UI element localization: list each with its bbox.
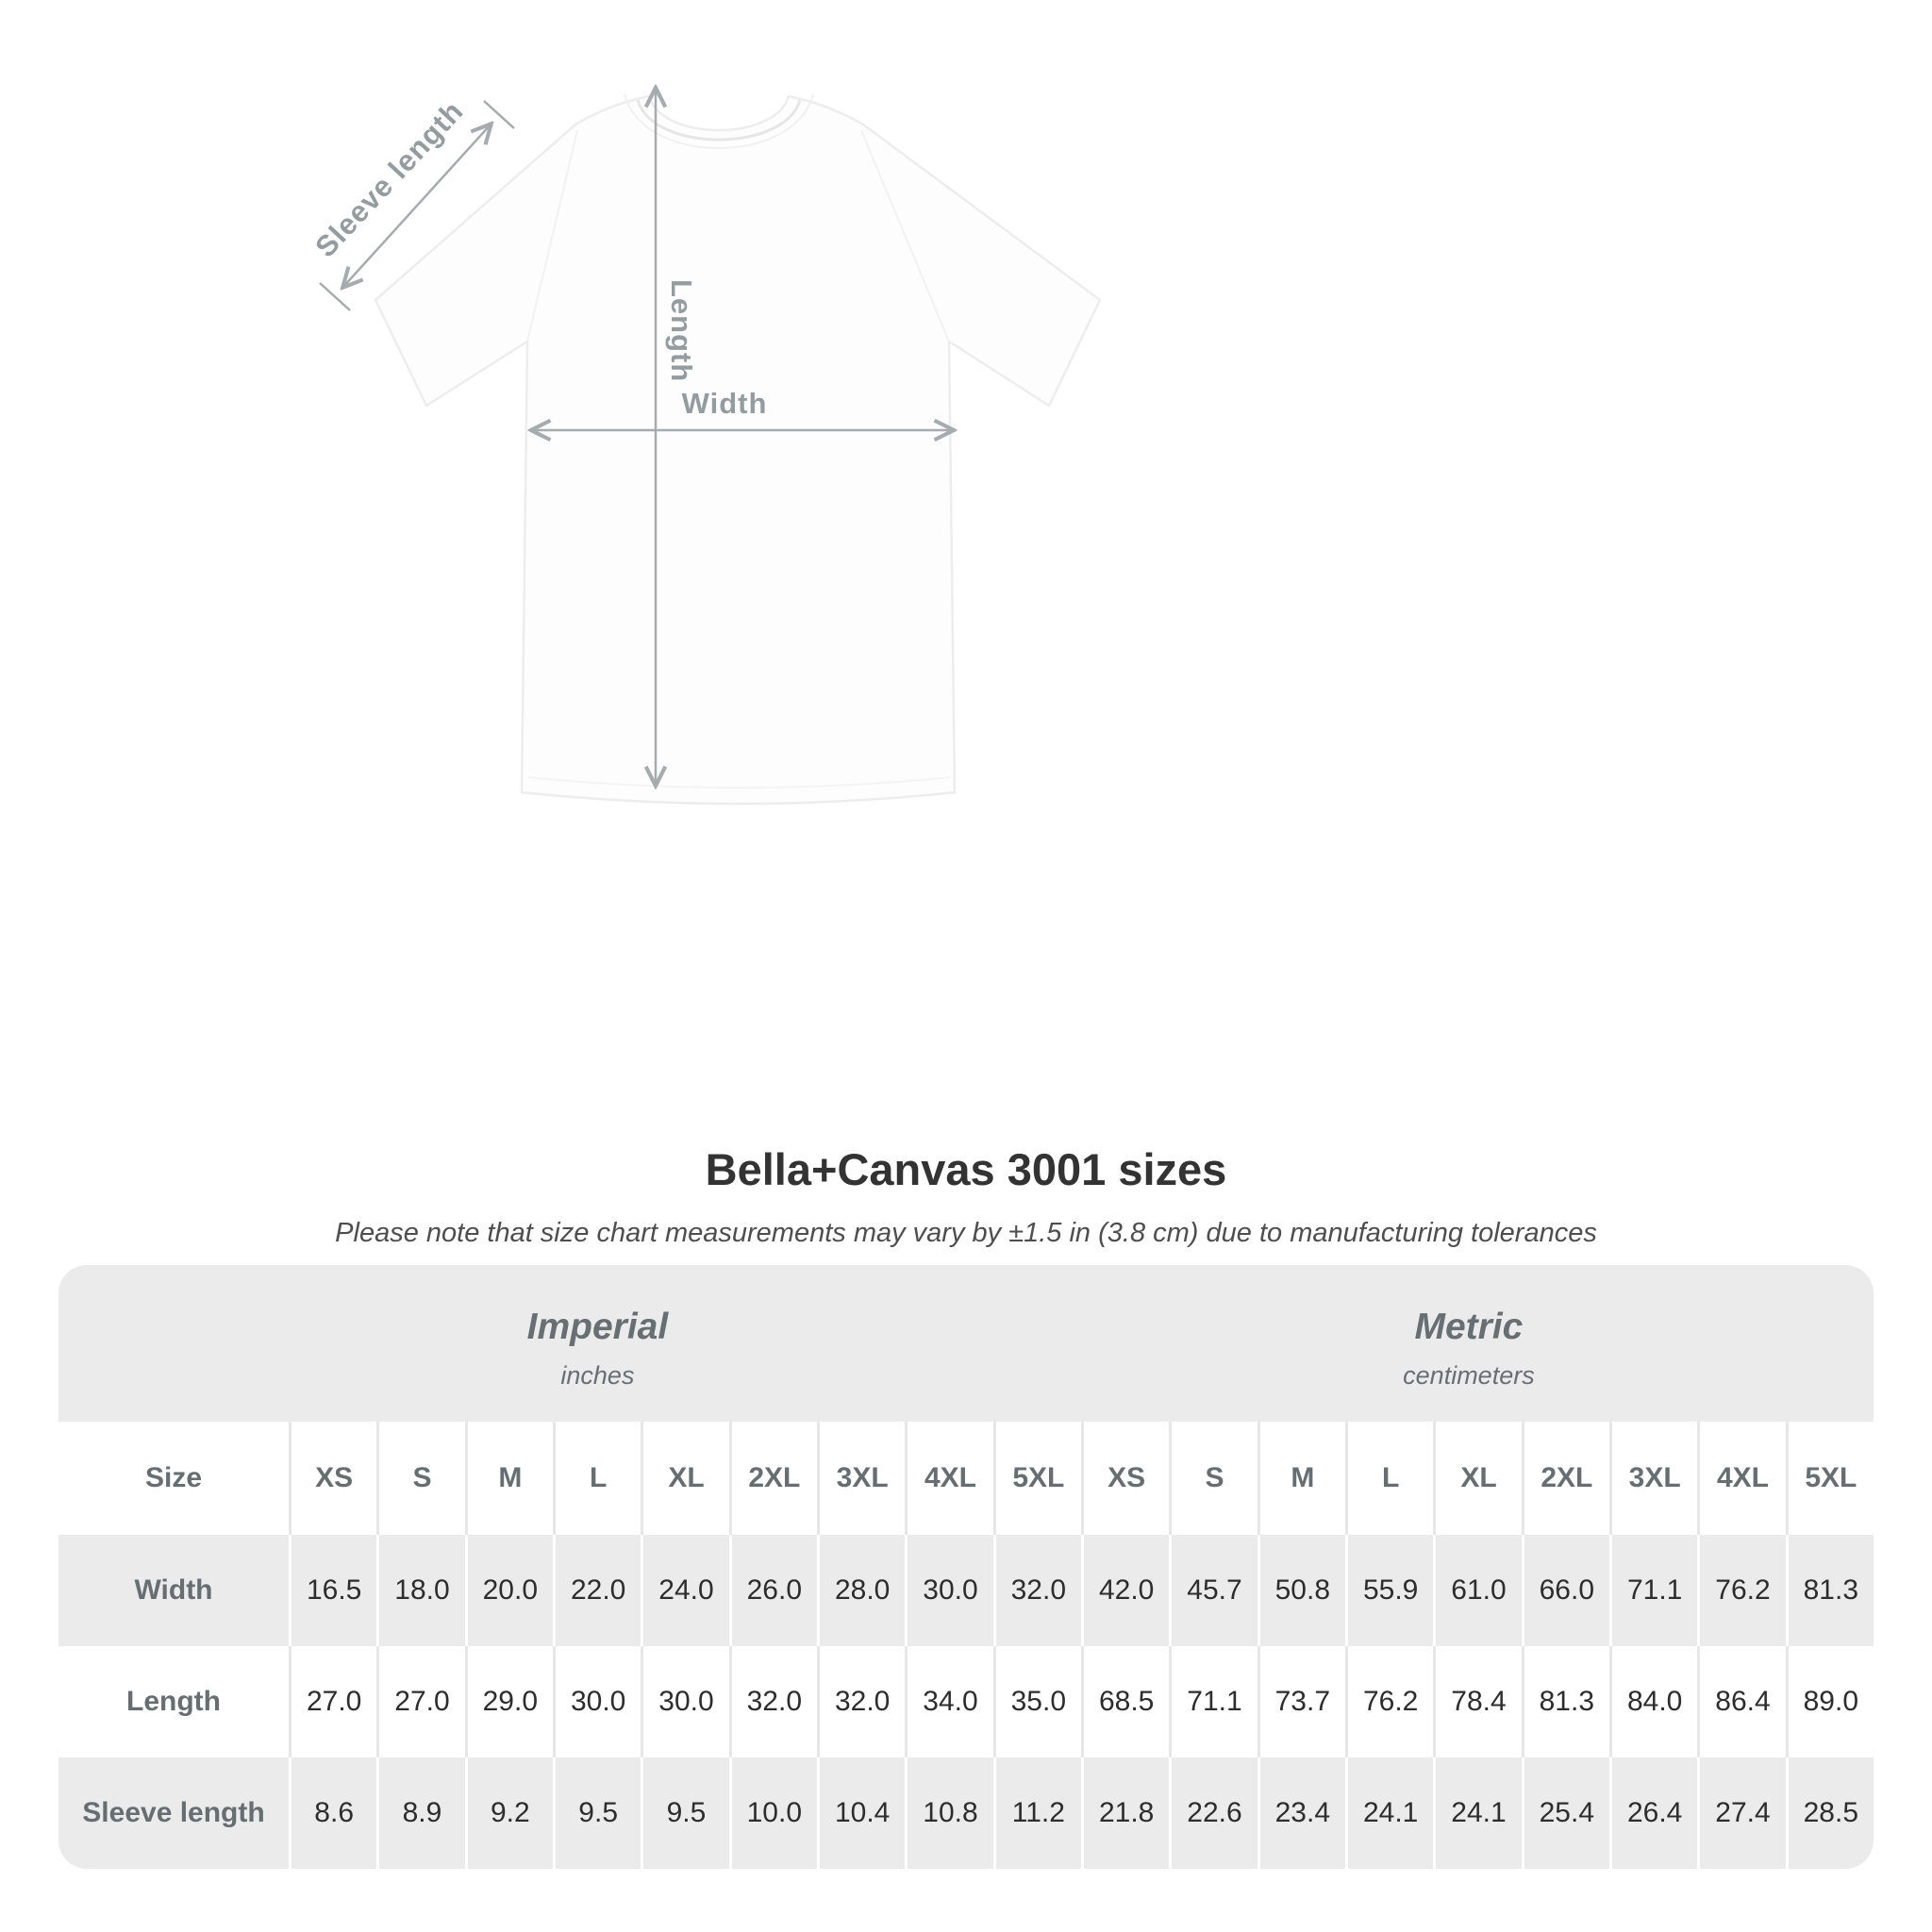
metric-header-group: [1403, 1307, 1535, 1391]
value-cell: 11.2: [993, 1757, 1081, 1869]
page-title: Bella+Canvas 3001 sizes: [705, 1144, 1227, 1194]
value-cell: 66.0: [1522, 1535, 1609, 1646]
column-header: 4XL: [1697, 1422, 1785, 1535]
column-header: 3XL: [1609, 1422, 1697, 1535]
imperial-header-group: [527, 1307, 669, 1391]
value-cell: 23.4: [1257, 1757, 1345, 1869]
column-header: 3XL: [817, 1422, 905, 1535]
value-cell: 30.0: [641, 1646, 728, 1757]
row-label: Length: [58, 1646, 289, 1757]
value-cell: 81.3: [1522, 1646, 1609, 1757]
value-cell: 26.4: [1609, 1757, 1697, 1869]
corner-header: Size: [58, 1422, 289, 1535]
value-cell: 89.0: [1786, 1646, 1874, 1757]
value-cell: 76.2: [1697, 1535, 1785, 1646]
imperial-header: Imperial: [526, 1307, 669, 1347]
value-cell: 22.6: [1169, 1757, 1257, 1869]
value-cell: 27.4: [1697, 1757, 1785, 1869]
value-cell: 76.2: [1345, 1646, 1433, 1757]
column-header: M: [465, 1422, 553, 1535]
value-cell: 18.0: [376, 1535, 464, 1646]
value-cell: 24.1: [1345, 1757, 1433, 1869]
column-header: 5XL: [993, 1422, 1081, 1535]
tshirt-shape: [375, 94, 1100, 804]
column-header: L: [1345, 1422, 1433, 1535]
value-cell: 29.0: [465, 1646, 553, 1757]
value-cell: 9.5: [641, 1757, 728, 1869]
length-label: Length: [665, 279, 698, 383]
value-cell: 71.1: [1609, 1535, 1697, 1646]
value-cell: 55.9: [1345, 1535, 1433, 1646]
value-cell: 16.5: [289, 1535, 376, 1646]
value-cell: 81.3: [1786, 1535, 1874, 1646]
value-cell: 10.0: [729, 1757, 817, 1869]
value-cell: 8.6: [289, 1757, 376, 1869]
value-cell: 34.0: [905, 1646, 992, 1757]
column-header: 5XL: [1786, 1422, 1874, 1535]
value-cell: 10.4: [817, 1757, 905, 1869]
heading-block: [0, 1143, 1932, 1249]
sleeve-length-label: Sleeve length: [308, 93, 471, 264]
value-cell: 21.8: [1081, 1757, 1169, 1869]
imperial-unit: inches: [560, 1361, 635, 1390]
metric-unit: centimeters: [1403, 1361, 1535, 1390]
value-cell: 45.7: [1169, 1535, 1257, 1646]
value-cell: 24.1: [1433, 1757, 1521, 1869]
width-label: Width: [681, 387, 768, 420]
value-cell: 8.9: [376, 1757, 464, 1869]
value-cell: 28.5: [1786, 1757, 1874, 1869]
value-cell: 20.0: [465, 1535, 553, 1646]
value-cell: 32.0: [729, 1646, 817, 1757]
size-grid: [58, 1422, 1874, 1869]
value-cell: 68.5: [1081, 1646, 1169, 1757]
value-cell: 32.0: [993, 1535, 1081, 1646]
value-cell: 30.0: [553, 1646, 641, 1757]
column-header: XS: [1081, 1422, 1169, 1535]
value-cell: 27.0: [289, 1646, 376, 1757]
value-cell: 84.0: [1609, 1646, 1697, 1757]
column-header: M: [1257, 1422, 1345, 1535]
value-cell: 78.4: [1433, 1646, 1521, 1757]
value-cell: 9.2: [465, 1757, 553, 1869]
value-cell: 24.0: [641, 1535, 728, 1646]
value-cell: 32.0: [817, 1646, 905, 1757]
column-header: XS: [289, 1422, 376, 1535]
row-label: Width: [58, 1535, 289, 1646]
value-cell: 25.4: [1522, 1757, 1609, 1869]
value-cell: 71.1: [1169, 1646, 1257, 1757]
value-cell: 22.0: [553, 1535, 641, 1646]
value-cell: 10.8: [905, 1757, 992, 1869]
column-header: 2XL: [729, 1422, 817, 1535]
column-header: 2XL: [1522, 1422, 1609, 1535]
value-cell: 61.0: [1433, 1535, 1521, 1646]
column-header: XL: [641, 1422, 728, 1535]
value-cell: 30.0: [905, 1535, 992, 1646]
column-header: S: [376, 1422, 464, 1535]
value-cell: 35.0: [993, 1646, 1081, 1757]
column-header: S: [1169, 1422, 1257, 1535]
column-header: XL: [1433, 1422, 1521, 1535]
row-label: Sleeve length: [58, 1757, 289, 1869]
value-cell: 73.7: [1257, 1646, 1345, 1757]
column-header: 4XL: [905, 1422, 992, 1535]
value-cell: 9.5: [553, 1757, 641, 1869]
page-subtitle: Please note that size chart measurements may vary by ±1.5 in (3.8 cm) due to manufacturing tolerances: [335, 1218, 1597, 1248]
value-cell: 28.0: [817, 1535, 905, 1646]
unit-header-band: [58, 1265, 1874, 1422]
value-cell: 50.8: [1257, 1535, 1345, 1646]
value-cell: 26.0: [729, 1535, 817, 1646]
value-cell: 86.4: [1697, 1646, 1785, 1757]
size-chart-table: [58, 1265, 1874, 1869]
column-header: L: [553, 1422, 641, 1535]
value-cell: 27.0: [376, 1646, 464, 1757]
metric-header: Metric: [1414, 1307, 1524, 1347]
value-cell: 42.0: [1081, 1535, 1169, 1646]
